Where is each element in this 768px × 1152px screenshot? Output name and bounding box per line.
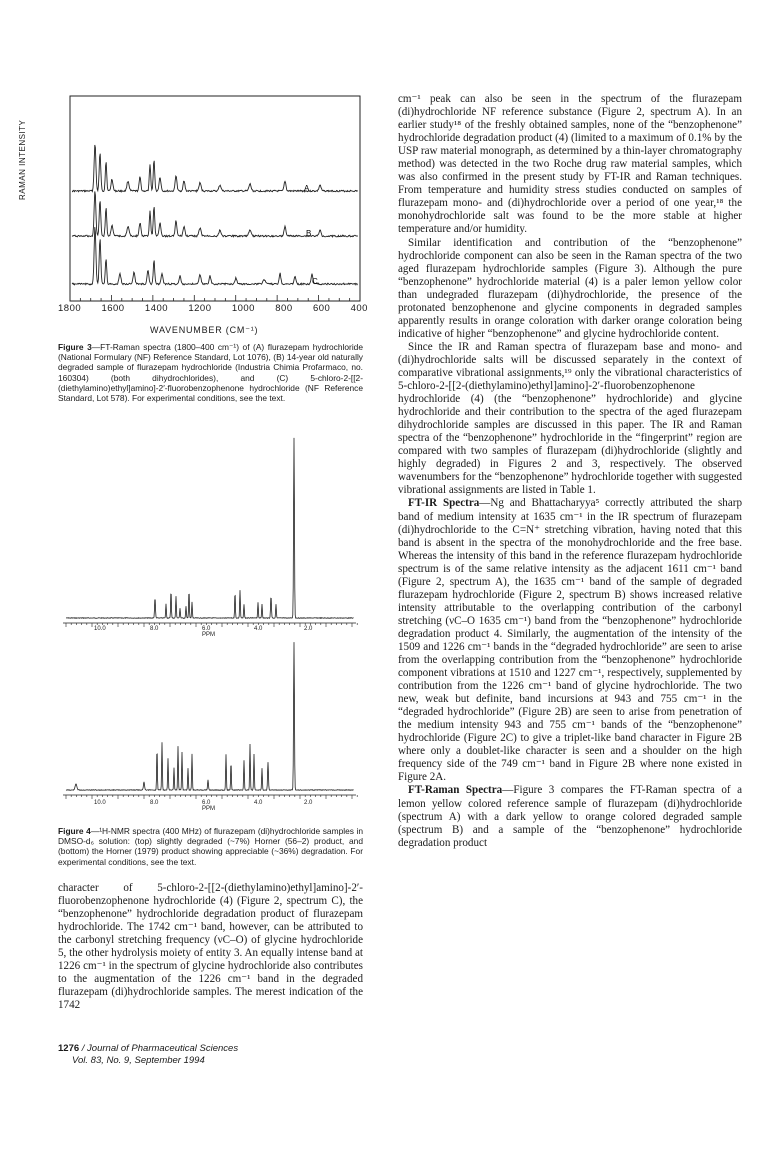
figure3-caption-text: —FT-Raman spectra (1800–400 cm⁻¹) of (A) flurazepam hydrochloride (National Formulary (NF) Reference Standard, Lot 1076), (B) 14-year old naturally degraded sample of flurazepam hydrochloride (Industria Chimia Profarmaco, no. 160304) (both dihydrochlorides), and (C) 5-chloro-2-[[2-(diethylamino)ethyl]amino]-2′-fluorobenzophenone hydrochloride (NF Reference Standard, Lot 578). For experimental conditions, see the text. (58, 342, 363, 404)
tick-800: 800 (275, 303, 293, 314)
figure4-caption-label: Figure 4 (58, 826, 91, 836)
nmr-top-tick-6: 6.0 (202, 626, 211, 632)
tick-1600: 1600 (101, 303, 125, 314)
nmr-bottom-tick-8: 8.0 (150, 800, 159, 806)
figure3-caption-label: Figure 3 (58, 342, 92, 352)
page-number: 1276 (58, 1043, 80, 1054)
paragraph-5 (398, 784, 742, 849)
nmr-top-tick-4: 4.0 (254, 626, 263, 632)
nmr-top-tick-2: 2.0 (304, 626, 313, 632)
nmr-top-tick-8: 8.0 (150, 626, 159, 632)
x-axis-ticks (58, 303, 368, 314)
ftraman-heading: FT-Raman Spectra (408, 784, 503, 797)
journal-name: / Journal of Pharmaceutical Sciences (79, 1043, 239, 1054)
nmr-top-tick-10: 10.0 (94, 626, 106, 632)
x-axis-label: WAVENUMBER (CM⁻¹) (150, 325, 259, 335)
figure4-nmr-bottom (58, 640, 363, 800)
nmr-bottom-tick-4: 4.0 (254, 800, 263, 806)
spectrum-label-c: C (312, 277, 318, 286)
tick-400: 400 (350, 303, 368, 314)
nmr-bottom-ticks-labels (58, 800, 363, 814)
figure3-caption (58, 342, 363, 403)
spectrum-label-b: B (306, 229, 312, 238)
y-axis-label: RAMAN INTENSITY (18, 119, 27, 200)
raman-spectrum-a (72, 145, 358, 192)
figure4-caption-text: —¹H-NMR spectra (400 MHz) of flurazepam (di)hydrochloride samples in DMSO-d₆ solution: (top) slightly degraded (~7%) Horner (56–2) product, and (bottom) the Horner (1979) product showing appreciable (~36%) degradation. For experimental conditions, see the text. (58, 826, 363, 867)
left-column-body (58, 882, 363, 1012)
right-column-body (398, 93, 742, 850)
tick-1200: 1200 (188, 303, 212, 314)
tick-600: 600 (312, 303, 331, 314)
nmr-bottom-tick-6: 6.0 (202, 800, 211, 806)
footer (58, 1043, 238, 1067)
figure3-raman-plot (50, 88, 370, 318)
paragraph-1: cm⁻¹ peak can also be seen in the spectrum of the flurazepam (di)hydrochloride NF reference substance (Figure 2, spectrum A). In an earlier study¹⁸ of the freshly obtained samples, none of the “benzophenone” hydrochloride degradation product (4) (limited to a maximum of 0.1% by the USP raw material monograph, as determined by a thin-layer chromatography method) was detected in the two Roche drug raw material samples, which was also confirmed in the present study by FT-IR and Raman techniques. From temperature and humidity stress studies conducted on samples of flurazepam mono- and (di)hydrochloride over a period of one year,¹⁸ the monohydrochloride salt was found to be the more stable at higher temperature and/or humidity. (398, 93, 742, 236)
paragraph-2: Similar identification and contribution of the “benzophenone” hydrochloride component can also be seen in the Raman spectra of the two aged flurazepam hydrochloride samples (Figure 3). Although the pure “benzophenone” hydrochloride material (4) is a paler lemon yellow color than undegraded flurazepam (di)hydrochloride, the presence of the protonated benzophenone and glycine components in degraded samples apparently results in orange coloration with darker orange coloration being indicative of higher “benzophenone” and glycine hydrochloride content. (398, 236, 742, 340)
paragraph-4 (398, 497, 742, 784)
left-column-paragraph: character of 5-chloro-2-[[2-(diethylamino)ethyl]amino]-2′-fluorobenzophenone hydrochloride (4) (Figure 2, spectrum C), the “benzophenone” hydrochloride degradation product of flurazepam hydrochloride. The 1742 cm⁻¹ band, however, can be attributed to the carbonyl stretching frequency (νC–O) of glycine hydrochloride 5, the other hydrolysis moiety of entity 3. An equally intense band at 1226 cm⁻¹ in the spectrum of glycine hydrochloride also contributes to the augmentation of the 1226 cm⁻¹ band in the degraded flurazepam (di)hydrochloride samples. The merest indication of the 1742 (58, 882, 363, 1012)
paragraph-4-text: —Ng and Bhattacharyya⁵ correctly attributed the sharp band of medium intensity at 1635 cm⁻¹ in the IR spectrum of flurazepam (di)hydrochloride to the C=N⁺ stretching vibration, having noted that this band is absent in the spectra of the monohydrochloride and the free base. Whereas the intensity of this band in the reference flurazepam hydrochloride spectrum is of the same relative intensity as the adjacent 1611 cm⁻¹ band (Figure 2, spectrum A), the 1635 cm⁻¹ band of the sample of degraded flurazepam hydrochloride (Figure 2, spectrum B) shows increased relative intensity attributable to the overlapping contribution of the carbonyl stretching (νC–O 1635 cm⁻¹) band from the “benzophenone” hydrochloride degradation product 4. Similarly, the augmentation of the intensity of the 1509 and 1226 cm⁻¹ bands in the “degraded hydrochloride” are seen to arise from the overlapping contribution from the “benzophenone” hydrochloride component vibrations at 1510 and 1227 cm⁻¹, respectively, supplemented by contribution from the 1226 cm⁻¹ band of glycine hydrochloride. The two new, weak but definite, band incursions at 943 and 755 cm⁻¹ in the “degraded hydrochloride” (Figure 2B) are seen to arise from penetration of the medium intensity 943 and 755 cm⁻¹ bands of the “benzophenone” hydrochloride (Figure 2C) to give a triplet-like band character in Figure 2B where only a doublet-like character is seen and a shoulder on the high frequency side of the 749 cm⁻¹ band in Figure 2B where none existed in Figure 2A. (398, 497, 742, 784)
footer-line-1 (58, 1043, 238, 1055)
ftir-heading: FT-IR Spectra (408, 497, 480, 510)
figure4-caption (58, 826, 363, 867)
nmr-spectrum-top (66, 438, 354, 618)
tick-1000: 1000 (231, 303, 255, 314)
journal-issue: Vol. 83, No. 9, September 1994 (72, 1055, 205, 1066)
paragraph-5-text: —Figure 3 compares the FT-Raman spectra of a lemon yellow colored reference sample of flurazepam (di)hydrochloride (spectrum A) with a dark yellow to orange colored degraded sample (spectrum B) and a sample of the “benzophenone” hydrochloride degradation product (398, 784, 742, 849)
nmr-spectrum-bottom (66, 642, 354, 790)
nmr-top-ppm: PPM (202, 632, 216, 638)
paragraph-3: Since the IR and Raman spectra of flurazepam base and mono- and (di)hydrochloride salts will be discussed separately in the context of comparative vibrational assignments,¹⁹ only the vibrational characteristics of 5-chloro-2-[[2-(diethylamino)ethyl]amino]-2′-fluorobenzophenone hydrochloride (4) (the “benzophenone” hydrochloride) and glycine hydrochloride and their contribution to the spectra of the aged flurazepam dihydrochloride samples are discussed in this paper. The IR and Raman spectra of the “benzophenone” hydrochloride in the “fingerprint” region are compared with two samples of flurazepam (di)hydrochloride (slightly and highly degraded) in Figures 2 and 3, respectively. The observed wavenumbers for the “benzophenone” hydrochloride together with suggested vibrational assignments are listed in Table 1. (398, 340, 742, 497)
raman-spectrum-b (72, 191, 358, 236)
nmr-top-ticks-labels (58, 626, 363, 640)
nmr-bottom-ppm: PPM (202, 806, 216, 812)
figure4-nmr-top (58, 428, 363, 638)
spectrum-label-a: A (304, 184, 310, 193)
nmr-bottom-tick-2: 2.0 (304, 800, 313, 806)
tick-1800: 1800 (58, 303, 82, 314)
tick-1400: 1400 (144, 303, 169, 314)
nmr-bottom-tick-10: 10.0 (94, 800, 106, 806)
